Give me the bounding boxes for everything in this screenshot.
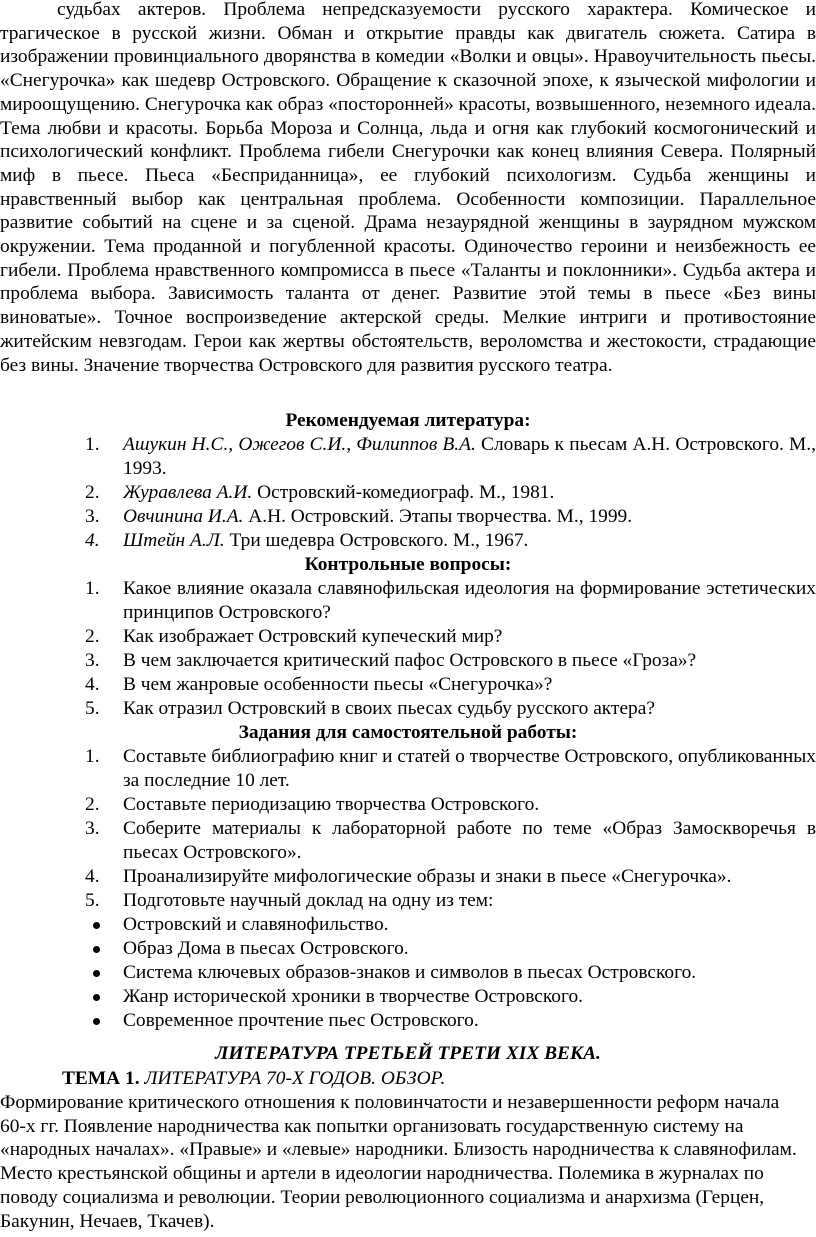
item-number: 1. bbox=[85, 434, 100, 455]
task-item bbox=[85, 817, 816, 864]
item-text: Составьте библиографию книг и статей о творчестве Островского, опубликованных за последние 10 лет. bbox=[123, 746, 816, 791]
item-number: 2. bbox=[85, 794, 100, 815]
item-text: Подготовьте научный доклад на одну из тем: bbox=[123, 890, 494, 911]
item-text: Соберите материалы к лабораторной работе по теме «Образ Замоскворечья в пьесах Островского». bbox=[123, 818, 816, 863]
item-number: 3. bbox=[85, 506, 100, 527]
item-number: 1. bbox=[85, 746, 100, 767]
literature-item bbox=[85, 529, 816, 553]
task-item bbox=[85, 745, 816, 792]
tema-title: ЛИТЕРАТУРА 70-Х ГОДОВ. ОБЗОР. bbox=[139, 1068, 446, 1089]
item-text: Образ Дома в пьесах Островского. bbox=[123, 938, 409, 959]
literature-item bbox=[85, 505, 816, 529]
item-title: Словарь к пьесам А.Н. Островского. М., 1993. bbox=[123, 434, 816, 479]
item-text: Какое влияние оказала славянофильская идеология на формирование эстетических принципов Островского? bbox=[123, 578, 816, 623]
bullet-item bbox=[93, 937, 816, 961]
item-number: 4. bbox=[85, 866, 100, 887]
tasks-heading: Задания для самостоятельной работы: bbox=[238, 722, 578, 743]
bullet-icon bbox=[93, 970, 100, 977]
task-item bbox=[85, 889, 816, 913]
question-item bbox=[85, 673, 816, 697]
literature-heading: Рекомендуемая литература: bbox=[285, 410, 531, 431]
item-number: 4. bbox=[85, 530, 100, 551]
item-text: Система ключевых образов-знаков и символов в пьесах Островского. bbox=[123, 962, 697, 983]
question-item bbox=[85, 697, 816, 721]
section-title: ЛИТЕРАТУРА ТРЕТЬЕЙ ТРЕТИ XIX ВЕКА. bbox=[215, 1043, 601, 1064]
item-number: 5. bbox=[85, 698, 100, 719]
final-paragraph: Формирование критического отношения к половинчатости и незавершенности реформ начала 60-х гг. Появление народничества как попытки организовать государственную систему на «народных началах». «Правые» и «левые» народники. Близость народничества к славянофилам. Место крестьянской общины и артели в идеологии народничества. Полемика в журналах по поводу социализма и революции. Теории революционного социализма и анархизма (Герцен, Бакунин, Нечаев, Ткачев). bbox=[0, 1092, 797, 1232]
item-number: 5. bbox=[85, 890, 100, 911]
task-item bbox=[85, 865, 816, 889]
bullet-item bbox=[93, 985, 816, 1009]
bullet-icon bbox=[93, 946, 100, 953]
bullet-item bbox=[93, 1009, 816, 1033]
item-author: Журавлева А.И. bbox=[123, 482, 253, 503]
item-text: Современное прочтение пьес Островского. bbox=[123, 1010, 479, 1031]
question-item bbox=[85, 625, 816, 649]
item-text: В чем жанровые особенности пьесы «Снегурочка»? bbox=[123, 674, 553, 695]
item-text: Как отразил Островский в своих пьесах судьбу русского актера? bbox=[123, 698, 655, 719]
item-text: Островский и славянофильство. bbox=[123, 914, 389, 935]
item-number: 3. bbox=[85, 650, 100, 671]
item-number: 2. bbox=[85, 482, 100, 503]
item-author: Ашукин Н.С., Ожегов С.И., Филиппов В.А. bbox=[123, 434, 476, 455]
bullet-icon bbox=[93, 922, 100, 929]
tema-label: ТЕМА 1. bbox=[62, 1068, 140, 1089]
item-text: Составьте периодизацию творчества Островского. bbox=[123, 794, 540, 815]
bullet-icon bbox=[93, 1018, 100, 1025]
bullet-item bbox=[93, 961, 816, 985]
question-item bbox=[85, 649, 816, 673]
literature-item bbox=[85, 481, 816, 505]
task-item bbox=[85, 793, 816, 817]
item-text: Проанализируйте мифологические образы и знаки в пьесе «Снегурочка». bbox=[123, 866, 732, 887]
item-number: 2. bbox=[85, 626, 100, 647]
item-text: В чем заключается критический пафос Островского в пьесе «Гроза»? bbox=[123, 650, 697, 671]
intro-paragraph: судьбах актеров. Проблема непредсказуемости русского характера. Комическое и трагическое в русской жизни. Обман и открытие правды как двигатель сюжета. Сатира в изображении провинциального дворянства в комедии «Волки и овцы». Нравоучительность пьесы. «Снегурочка» как шедевр Островского. Обращение к сказочной эпохе, к языческой мифологии и мироощущению. Снегурочка как образ «посторонней» красоты, возвышенного, неземного идеала. Тема любви и красоты. Борьба Мороза и Солнца, льда и огня как глубокий космогонический и психологический конфликт. Проблема гибели Снегурочки как конец влияния Севера. Полярный миф в пьесе. Пьеса «Бесприданница», ее глубокий психологизм. Судьба женщины и нравственный выбор как центральная проблема. Особенности композиции. Параллельное развитие событий на сцене и за сценой. Драма незаурядной женщины в заурядном мужском окружении. Тема проданной и погубленной красоты. Одиночество героини и неизбежность ее гибели. Проблема нравственного компромисса в пьесе «Таланты и поклонники». Судьба актера и проблема выбора. Зависимость таланта от денег. Развитие этой темы в пьесе «Без вины виноватые». Точное воспроизведение актерской среды. Мелкие интриги и противостояние житейским невзгодам. Герои как жертвы обстоятельств, вероломства и жестокости, страдающие без вины. Значение творчества Островского для развития русского театра. bbox=[0, 0, 816, 376]
literature-item bbox=[85, 433, 816, 480]
item-title: Три шедевра Островского. М., 1967. bbox=[224, 530, 529, 551]
questions-heading: Контрольные вопросы: bbox=[304, 554, 512, 575]
question-item bbox=[85, 577, 816, 624]
item-title: А.Н. Островский. Этапы творчества. М., 1999. bbox=[243, 506, 633, 527]
item-number: 3. bbox=[85, 818, 100, 839]
bullet-item bbox=[93, 913, 816, 937]
item-author: Овчинина И.А. bbox=[123, 506, 244, 527]
item-number: 4. bbox=[85, 674, 100, 695]
item-title: Островский-комедиограф. М., 1981. bbox=[252, 482, 555, 503]
item-number: 1. bbox=[85, 578, 100, 599]
item-text: Жанр исторической хроники в творчестве Островского. bbox=[123, 986, 584, 1007]
tema-heading bbox=[62, 1067, 445, 1091]
item-text: Как изображает Островский купеческий мир? bbox=[123, 626, 503, 647]
item-author: Штейн А.Л. bbox=[123, 530, 225, 551]
bullet-icon bbox=[93, 994, 100, 1001]
